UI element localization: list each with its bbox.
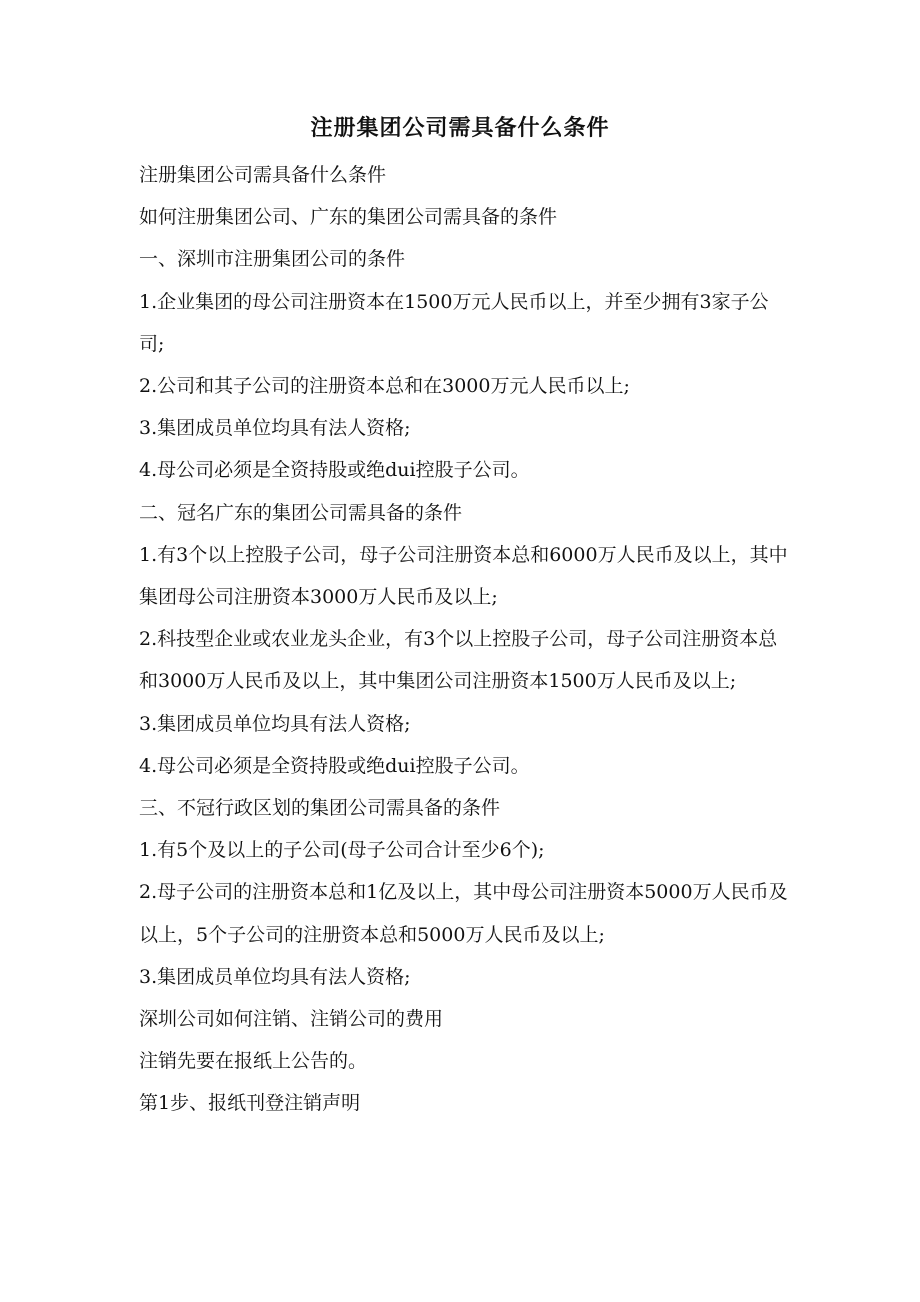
paragraph-17: 深圳公司如何注销、注销公司的费用 bbox=[139, 1008, 444, 1031]
document-title: 注册集团公司需具备什么条件 bbox=[310, 115, 610, 141]
paragraph-15: 2.母子公司的注册资本总和1亿及以上，其中母公司注册资本5000万人民币及以上，5个子公司的注册资本总和5000万人民币及以上; bbox=[139, 881, 788, 946]
paragraph-5: 2.公司和其子公司的注册资本总和在3000万元人民币以上; bbox=[139, 375, 630, 398]
document-body bbox=[139, 154, 789, 1125]
paragraph-14: 1.有5个及以上的子公司(母子公司合计至少6个); bbox=[139, 839, 545, 862]
paragraph-2: 如何注册集团公司、广东的集团公司需具备的条件 bbox=[139, 206, 558, 229]
section-heading-3: 三、不冠行政区划的集团公司需具备的条件 bbox=[139, 797, 501, 820]
paragraph-9: 1.有3个以上控股子公司，母子公司注册资本总和6000万人民币及以上，其中集团母公司注册资本3000万人民币及以上; bbox=[139, 543, 788, 609]
paragraph-10: 2.科技型企业或农业龙头企业，有3个以上控股子公司，母子公司注册资本总和3000万人民币及以上，其中集团公司注册资本1500万人民币及以上; bbox=[139, 628, 778, 693]
paragraph-6: 3.集团成员单位均具有法人资格; bbox=[139, 417, 411, 440]
paragraph-4: 1.企业集团的母公司注册资本在1500万元人民币以上，并至少拥有3家子公司; bbox=[139, 290, 769, 355]
paragraph-19: 第1步、报纸刊登注销声明 bbox=[139, 1092, 361, 1115]
paragraph-1: 注册集团公司需具备什么条件 bbox=[139, 164, 387, 186]
paragraph-16: 3.集团成员单位均具有法人资格; bbox=[139, 965, 411, 988]
section-heading-2: 二、冠名广东的集团公司需具备的条件 bbox=[139, 501, 463, 524]
paragraph-7: 4.母公司必须是全资持股或绝dui控股子公司。 bbox=[139, 459, 530, 482]
paragraph-18: 注销先要在报纸上公告的。 bbox=[139, 1050, 368, 1073]
paragraph-11: 3.集团成员单位均具有法人资格; bbox=[139, 712, 411, 735]
paragraph-12: 4.母公司必须是全资持股或绝dui控股子公司。 bbox=[139, 754, 530, 777]
section-heading-1: 一、深圳市注册集团公司的条件 bbox=[139, 248, 406, 271]
